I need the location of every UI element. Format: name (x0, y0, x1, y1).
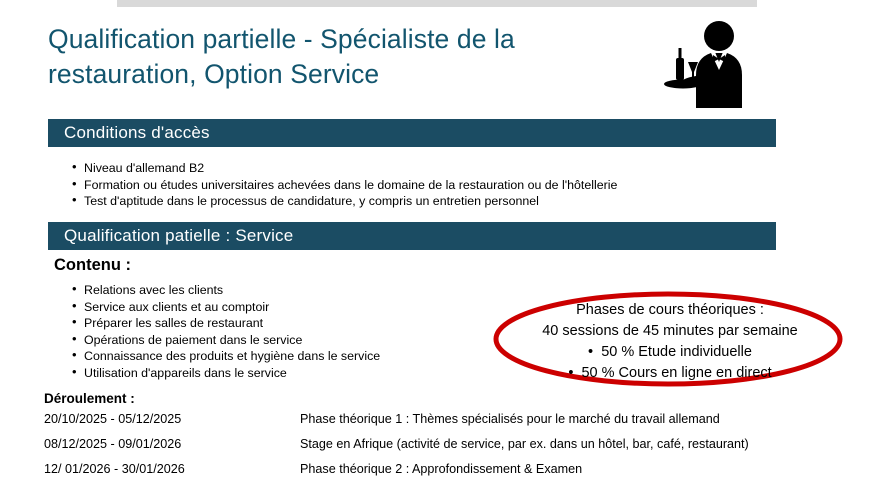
conditions-list (54, 160, 617, 210)
callout-bullet-1: • 50 % Etude individuelle (505, 342, 835, 363)
list-item: • Utilisation d'appareils dans le service (72, 365, 380, 382)
table-row (44, 462, 834, 476)
schedule-description: Phase théorique 2 : Approfondissement & Examen (300, 462, 583, 476)
schedule-label: Déroulement : (44, 391, 135, 406)
schedule-date: 20/10/2025 - 05/12/2025 (44, 412, 182, 426)
schedule-table (44, 412, 834, 487)
schedule-date: 08/12/2025 - 09/01/2026 (44, 437, 182, 451)
list-item: • Opérations de paiement dans le service (72, 332, 380, 349)
list-item: • Connaissance des produits et hygiène dans le service (72, 348, 380, 365)
list-item: • Relations avec les clients (72, 282, 380, 299)
list-item: • Service aux clients et au comptoir (72, 299, 380, 316)
list-item: • Niveau d'allemand B2 (72, 160, 617, 177)
schedule-description: Phase théorique 1 : Thèmes spécialisés pour le marché du travail allemand (300, 412, 720, 426)
waiter-icon (663, 20, 763, 110)
list-item: • Test d'aptitude dans le processus de candidature, y compris un entretien personnel (72, 193, 617, 210)
page-title: Qualification partielle - Spécialiste de la restauration, Option Service (48, 24, 515, 89)
top-decoration-bar (117, 0, 757, 7)
contenu-label: Contenu : (54, 256, 131, 274)
theory-phases-callout (505, 300, 835, 384)
section-heading-qualification: Qualification patielle : Service (48, 222, 776, 250)
list-item: • Préparer les salles de restaurant (72, 315, 380, 332)
table-row (44, 437, 834, 451)
callout-line-2: 40 sessions de 45 minutes par semaine (542, 323, 798, 339)
schedule-description: Stage en Afrique (activité de service, par ex. dans un hôtel, bar, café, restaurant) (300, 437, 749, 451)
table-row (44, 412, 834, 426)
list-item: • Formation ou études universitaires achevées dans le domaine de la restauration ou de l'hôtellerie (72, 177, 617, 194)
contenu-list (54, 282, 380, 381)
schedule-date: 12/ 01/2026 - 30/01/2026 (44, 462, 185, 476)
callout-bullet-2: • 50 % Cours en ligne en direct (505, 363, 835, 384)
section-heading-conditions: Conditions d'accès (48, 119, 776, 147)
callout-line-1: Phases de cours théoriques : (576, 302, 764, 318)
